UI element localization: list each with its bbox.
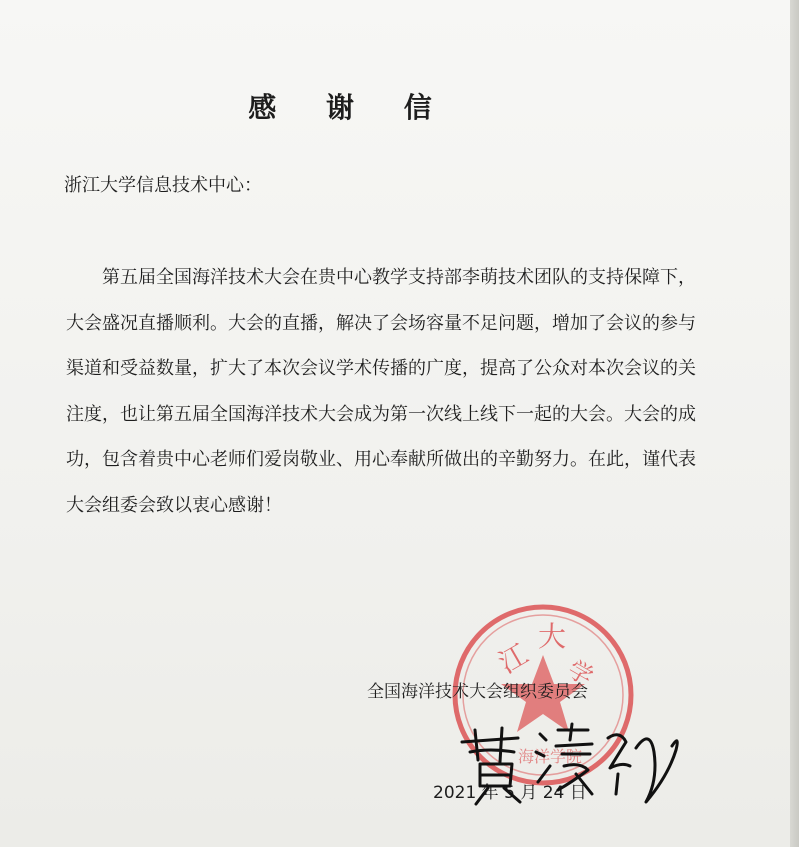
svg-text:大: 大 <box>538 620 567 653</box>
svg-text:海洋学院: 海洋学院 <box>518 747 583 766</box>
letter-date: 2021 年 5 月 24 日 <box>433 783 587 803</box>
letter-title: 感 谢 信 <box>248 91 452 124</box>
paper-edge <box>790 0 799 847</box>
organization-name: 全国海洋技术大会组织委员会 <box>367 682 588 702</box>
handwritten-signature <box>440 690 700 810</box>
letter-body: 第五届全国海洋技术大会在贵中心教学支持部李萌技术团队的支持保障下，大会盛况直播顺利。大会的直播，解决了会场容量不足问题，增加了会议的参与渠道和受益数量，扩大了本次会议学术传播的广度，提高了公众对本次会议的关注度，也让第五届全国海洋技术大会成为第一次线上线下一起的大会。大会的成功，包含着贵中心老师们爱岗敬业、用心奉献所做出的辛勤努力。在此，谨代表大会组委会致以衷心感谢！ <box>66 267 696 516</box>
svg-text:江: 江 <box>493 637 534 681</box>
svg-text:学: 学 <box>563 654 598 692</box>
letter-salutation: 浙江大学信息技术中心： <box>64 175 262 196</box>
